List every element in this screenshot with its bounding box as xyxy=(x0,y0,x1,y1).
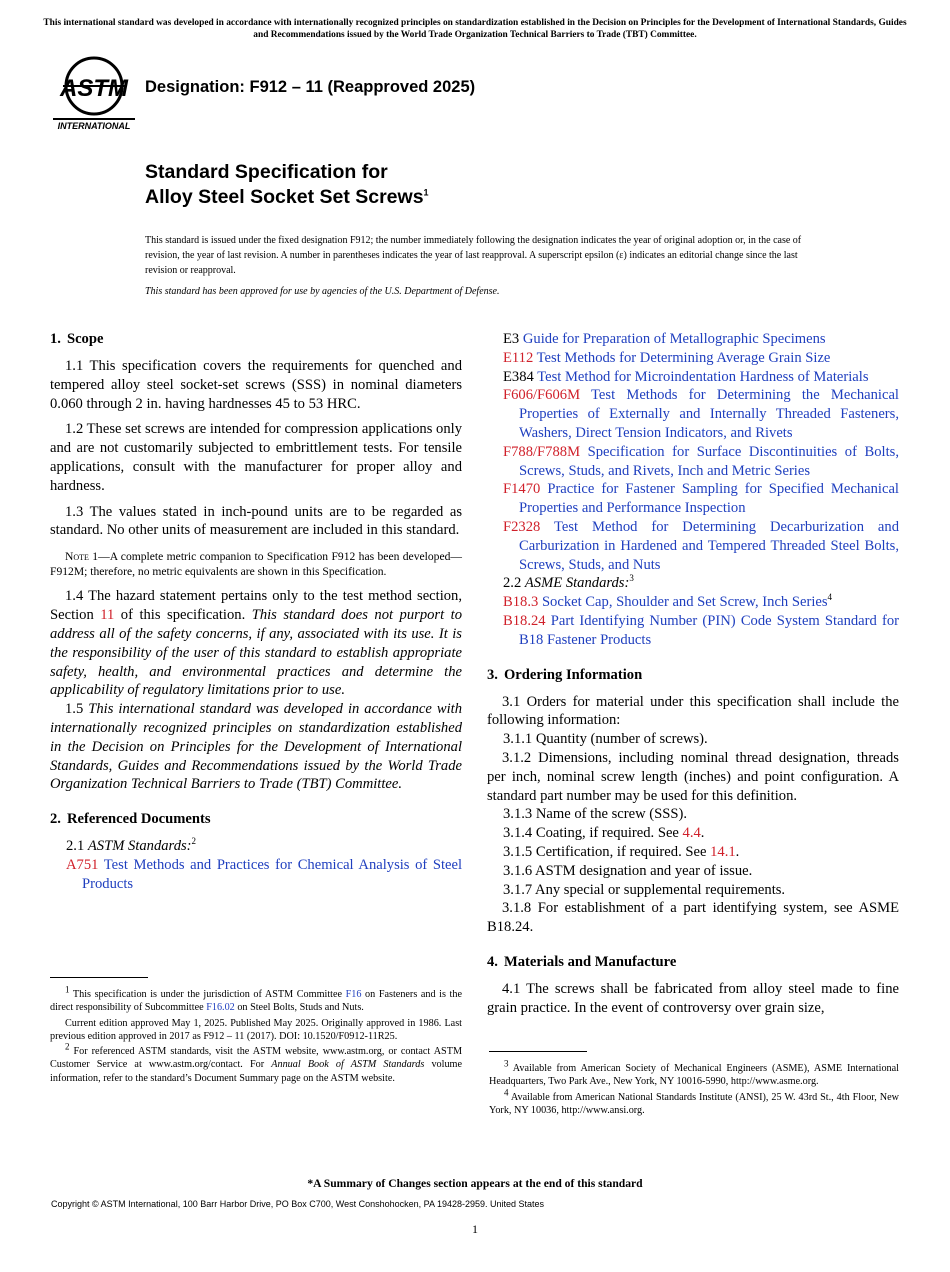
ref-f606 xyxy=(487,386,899,442)
section-1-heading: 1. Scope xyxy=(50,331,104,347)
footnote-3: $^3$ Available from American Society of Mechanical Engineers (ASME), ASME International Headquarters, Two Park Ave., New York, NY 10016-5990, http://www.asme.org. xyxy=(489,1058,899,1088)
footnote-rule-left xyxy=(50,977,148,978)
intro-paragraph: This standard is issued under the fixed designation F912; the number immediately following the designation indicates the year of original adoption or, in the case of revision, the year of last revision. A number in parentheses indicates the year of last reapproval. A superscript epsilon (ε) indicates an editorial change since the last revision or reapproval. xyxy=(145,235,802,276)
footnotes-left xyxy=(50,984,463,1087)
para-3-1: 3.1 Orders for material under this specification shall include the following information: xyxy=(487,693,899,729)
ref-b183-title[interactable]: Socket Cap, Shoulder and Set Screw, Inch Series xyxy=(541,594,828,611)
ref-b1824-title[interactable]: Part Identifying Number (PIN) Code System Standard for B18 Fastener Products xyxy=(519,612,899,648)
edition-note: Current edition approved May 1, 2025. Published May 2025. Originally approved in 1986. Last previous edition approved in 2017 as F912 – 11 (2017). DOI: 10.1520/F0912-11R25. xyxy=(50,1017,462,1042)
ref-f2328-title[interactable]: Test Method for Determining Decarburization and Carburization in Hardened and Tempered Threaded Steel Bolts, Screws, Studs, and Nuts xyxy=(519,518,899,573)
para-4-1: 4.1 The screws shall be fabricated from alloy steel made to fine grain practice. In the event of controversy over grain size, xyxy=(487,980,899,1016)
summary-of-changes-notice: *A Summary of Changes section appears at the end of this standard xyxy=(307,1177,643,1190)
logo-text: ASTM xyxy=(60,75,128,102)
title-line-2-text: Alloy Steel Socket Set Screws xyxy=(145,186,424,208)
para-2-1: 2.1 ASTM Standards:$^2$ xyxy=(66,836,197,855)
ref-f1470 xyxy=(487,480,899,518)
ref-e384-code: E384 xyxy=(503,368,534,385)
item-3-1-1: 3.1.1 Quantity (number of screws). xyxy=(503,731,708,748)
ref-f2328-code[interactable]: F2328 xyxy=(503,518,541,535)
footnote-4: $^4$ Available from American National Standards Institute (ANSI), 25 W. 43rd St., 4th Floor, New York, NY 10036, http://www.ansi.org. xyxy=(489,1087,899,1116)
item-3-1-7: 3.1.7 Any special or supplemental requirements. xyxy=(503,881,786,898)
designation: Designation: F912 – 11 (Reapproved 2025) xyxy=(145,78,476,96)
para-1-3: 1.3 The values stated in inch-pound units are to be regarded as standard. No other units of measurement are included in this standard. xyxy=(50,503,462,539)
ref-e384-title[interactable]: Test Method for Microindentation Hardness of Materials xyxy=(537,368,869,385)
ref-e112-title[interactable]: Test Methods for Determining Average Grain Size xyxy=(536,349,831,366)
page-number: 1 xyxy=(472,1222,478,1236)
title-line-1: Standard Specification for xyxy=(145,161,388,183)
item-3-1-5: 3.1.5 Certification, if required. See 14.1. xyxy=(503,843,740,860)
ref-f606-code[interactable]: F606/F606M xyxy=(503,387,581,404)
item-3-1-2: 3.1.2 Dimensions, including nominal thread designation, threads per inch, nominal screw length (inches) and point configuration. A standard part number may be used for this definition. xyxy=(487,749,899,804)
footnote-1: $^1$ This specification is under the jurisdiction of ASTM Committee F16 on Fasteners and is the direct responsibility of Subcommittee F16.02 on Steel Bolts, Studs and Nuts. xyxy=(50,984,462,1014)
section-4-4-link[interactable]: 4.4 xyxy=(682,825,701,842)
ref-a751 xyxy=(50,856,462,894)
ref-f606-title[interactable]: Test Methods for Determining the Mechanical Properties of Externally and Internally Threaded Fasteners, Washers, Direct Tension Indicators, and Rivets xyxy=(519,387,899,441)
committee-f16-link[interactable]: F16 xyxy=(345,989,362,1000)
copyright-line: Copyright © ASTM International, 100 Barr Harbor Drive, PO Box C700, West Conshohocken, PA 19428-2959. United States xyxy=(51,1199,545,1209)
ref-b183-code[interactable]: B18.3 xyxy=(503,594,539,611)
footnote-rule-right xyxy=(489,1051,587,1052)
ref-b1824 xyxy=(487,612,899,650)
section-2-heading: 2. Referenced Documents xyxy=(50,811,211,828)
item-3-1-6: 3.1.6 ASTM designation and year of issue. xyxy=(503,862,753,879)
ref-f1470-title[interactable]: Practice for Fastener Sampling for Specified Mechanical Properties and Performance Inspection xyxy=(519,481,899,517)
para-2-2: 2.2 ASME Standards:$^3$ xyxy=(503,573,634,592)
dod-approval-note: This standard has been approved for use by agencies of the U.S. Department of Defense. xyxy=(145,286,500,297)
ref-e3 xyxy=(487,330,899,349)
ref-b1824-code[interactable]: B18.24 xyxy=(503,612,546,629)
ref-f788-code[interactable]: F788/F788M xyxy=(503,443,581,460)
ref-f1470-code[interactable]: F1470 xyxy=(503,481,541,498)
ref-b183: B18.3 Socket Cap, Shoulder and Set Screw, Inch Series$^4$ xyxy=(503,592,833,611)
section-4-heading: 4. Materials and Manufacture xyxy=(487,953,677,970)
section-3-heading: 3. Ordering Information xyxy=(487,666,643,683)
title-line-2 xyxy=(145,185,429,210)
footnote-2: $^2$ For referenced ASTM standards, visit the ASTM website, www.astm.org, or contact ASTM Customer Service at www.astm.org/contact. For Annual Book of ASTM Standards volume information, refer to the standard’s Document Summary page on the ASTM website. xyxy=(50,1041,463,1084)
ref-e3-code: E3 xyxy=(503,331,520,347)
ref-f2328 xyxy=(487,518,899,574)
para-1-2: 1.2 These set screws are intended for compression applications only and are not customarily subjected to embrittlement tests. For tensile applications, consult with the manufacturer for proper alloy and hardness. xyxy=(50,421,462,494)
left-column xyxy=(50,330,462,894)
ref-e112-code[interactable]: E112 xyxy=(503,349,534,366)
item-3-1-4: 3.1.4 Coating, if required. See 4.4. xyxy=(503,825,705,842)
note-1: Note 1—A complete metric companion to Specification F912 has been developed—F912M; therefore, no metric equivalents are shown in this Specification. xyxy=(50,550,462,578)
top-notice: This international standard was developed in accordance with internationally recognized principles on standardization established in the Decision on Principles for the Development of International Standards, Guides and Recommendations issued by the World Trade Organization Technical Barriers to Trade (TBT) Committee. xyxy=(43,18,907,40)
item-3-1-8: 3.1.8 For establishment of a part identifying system, see ASME B18.24. xyxy=(487,900,899,936)
para-1-1: 1.1 This specification covers the requirements for quenched and tempered alloy steel socket-set screws (SSS) in nominal diameters 0.060 through 2 in. having hardnesses 45 to 53 HRC. xyxy=(50,358,462,412)
right-column xyxy=(487,330,899,1025)
subcommittee-f1602-link[interactable]: F16.02 xyxy=(206,1002,235,1014)
logo-subtext: INTERNATIONAL xyxy=(57,121,131,131)
section-14-1-link[interactable]: 14.1 xyxy=(710,843,736,860)
astm-logo xyxy=(53,56,135,132)
ref-e384 xyxy=(487,368,899,387)
ref-e112 xyxy=(487,349,899,368)
ref-f788-title[interactable]: Specification for Surface Discontinuities of Bolts, Screws, Studs, and Rivets, Inch and Metric Series xyxy=(519,443,899,479)
ref-a751-title[interactable]: Test Methods and Practices for Chemical Analysis of Steel Products xyxy=(82,856,463,892)
para-1-4: 1.4 The hazard statement pertains only to the test method section, Section 11 of this specification. This standard does not purport to address all of the safety concerns, if any, associated with its use. It is the responsibility of the user of this standard to establish appropriate safety, health, and environmental practices and determine the applicability of regulatory limitations prior to use. xyxy=(50,588,462,699)
ref-e3-title[interactable]: Guide for Preparation of Metallographic Specimens xyxy=(522,331,826,347)
para-1-5: 1.5 This international standard was developed in accordance with internationally recognized principles on standardization established in the Decision on Principles for the Development of International Standards, Guides and Recommendations issued by the World Trade Organization Technical Barriers to Trade (TBT) Committee. xyxy=(50,701,463,793)
title-footnote-marker: 1 xyxy=(423,187,429,198)
ref-a751-code[interactable]: A751 xyxy=(66,856,99,873)
item-3-1-3: 3.1.3 Name of the screw (SSS). xyxy=(503,806,688,823)
footnotes-right xyxy=(489,1058,899,1119)
ref-f788 xyxy=(487,443,899,481)
document-title xyxy=(145,160,429,210)
section-11-link[interactable]: 11 xyxy=(100,607,115,624)
